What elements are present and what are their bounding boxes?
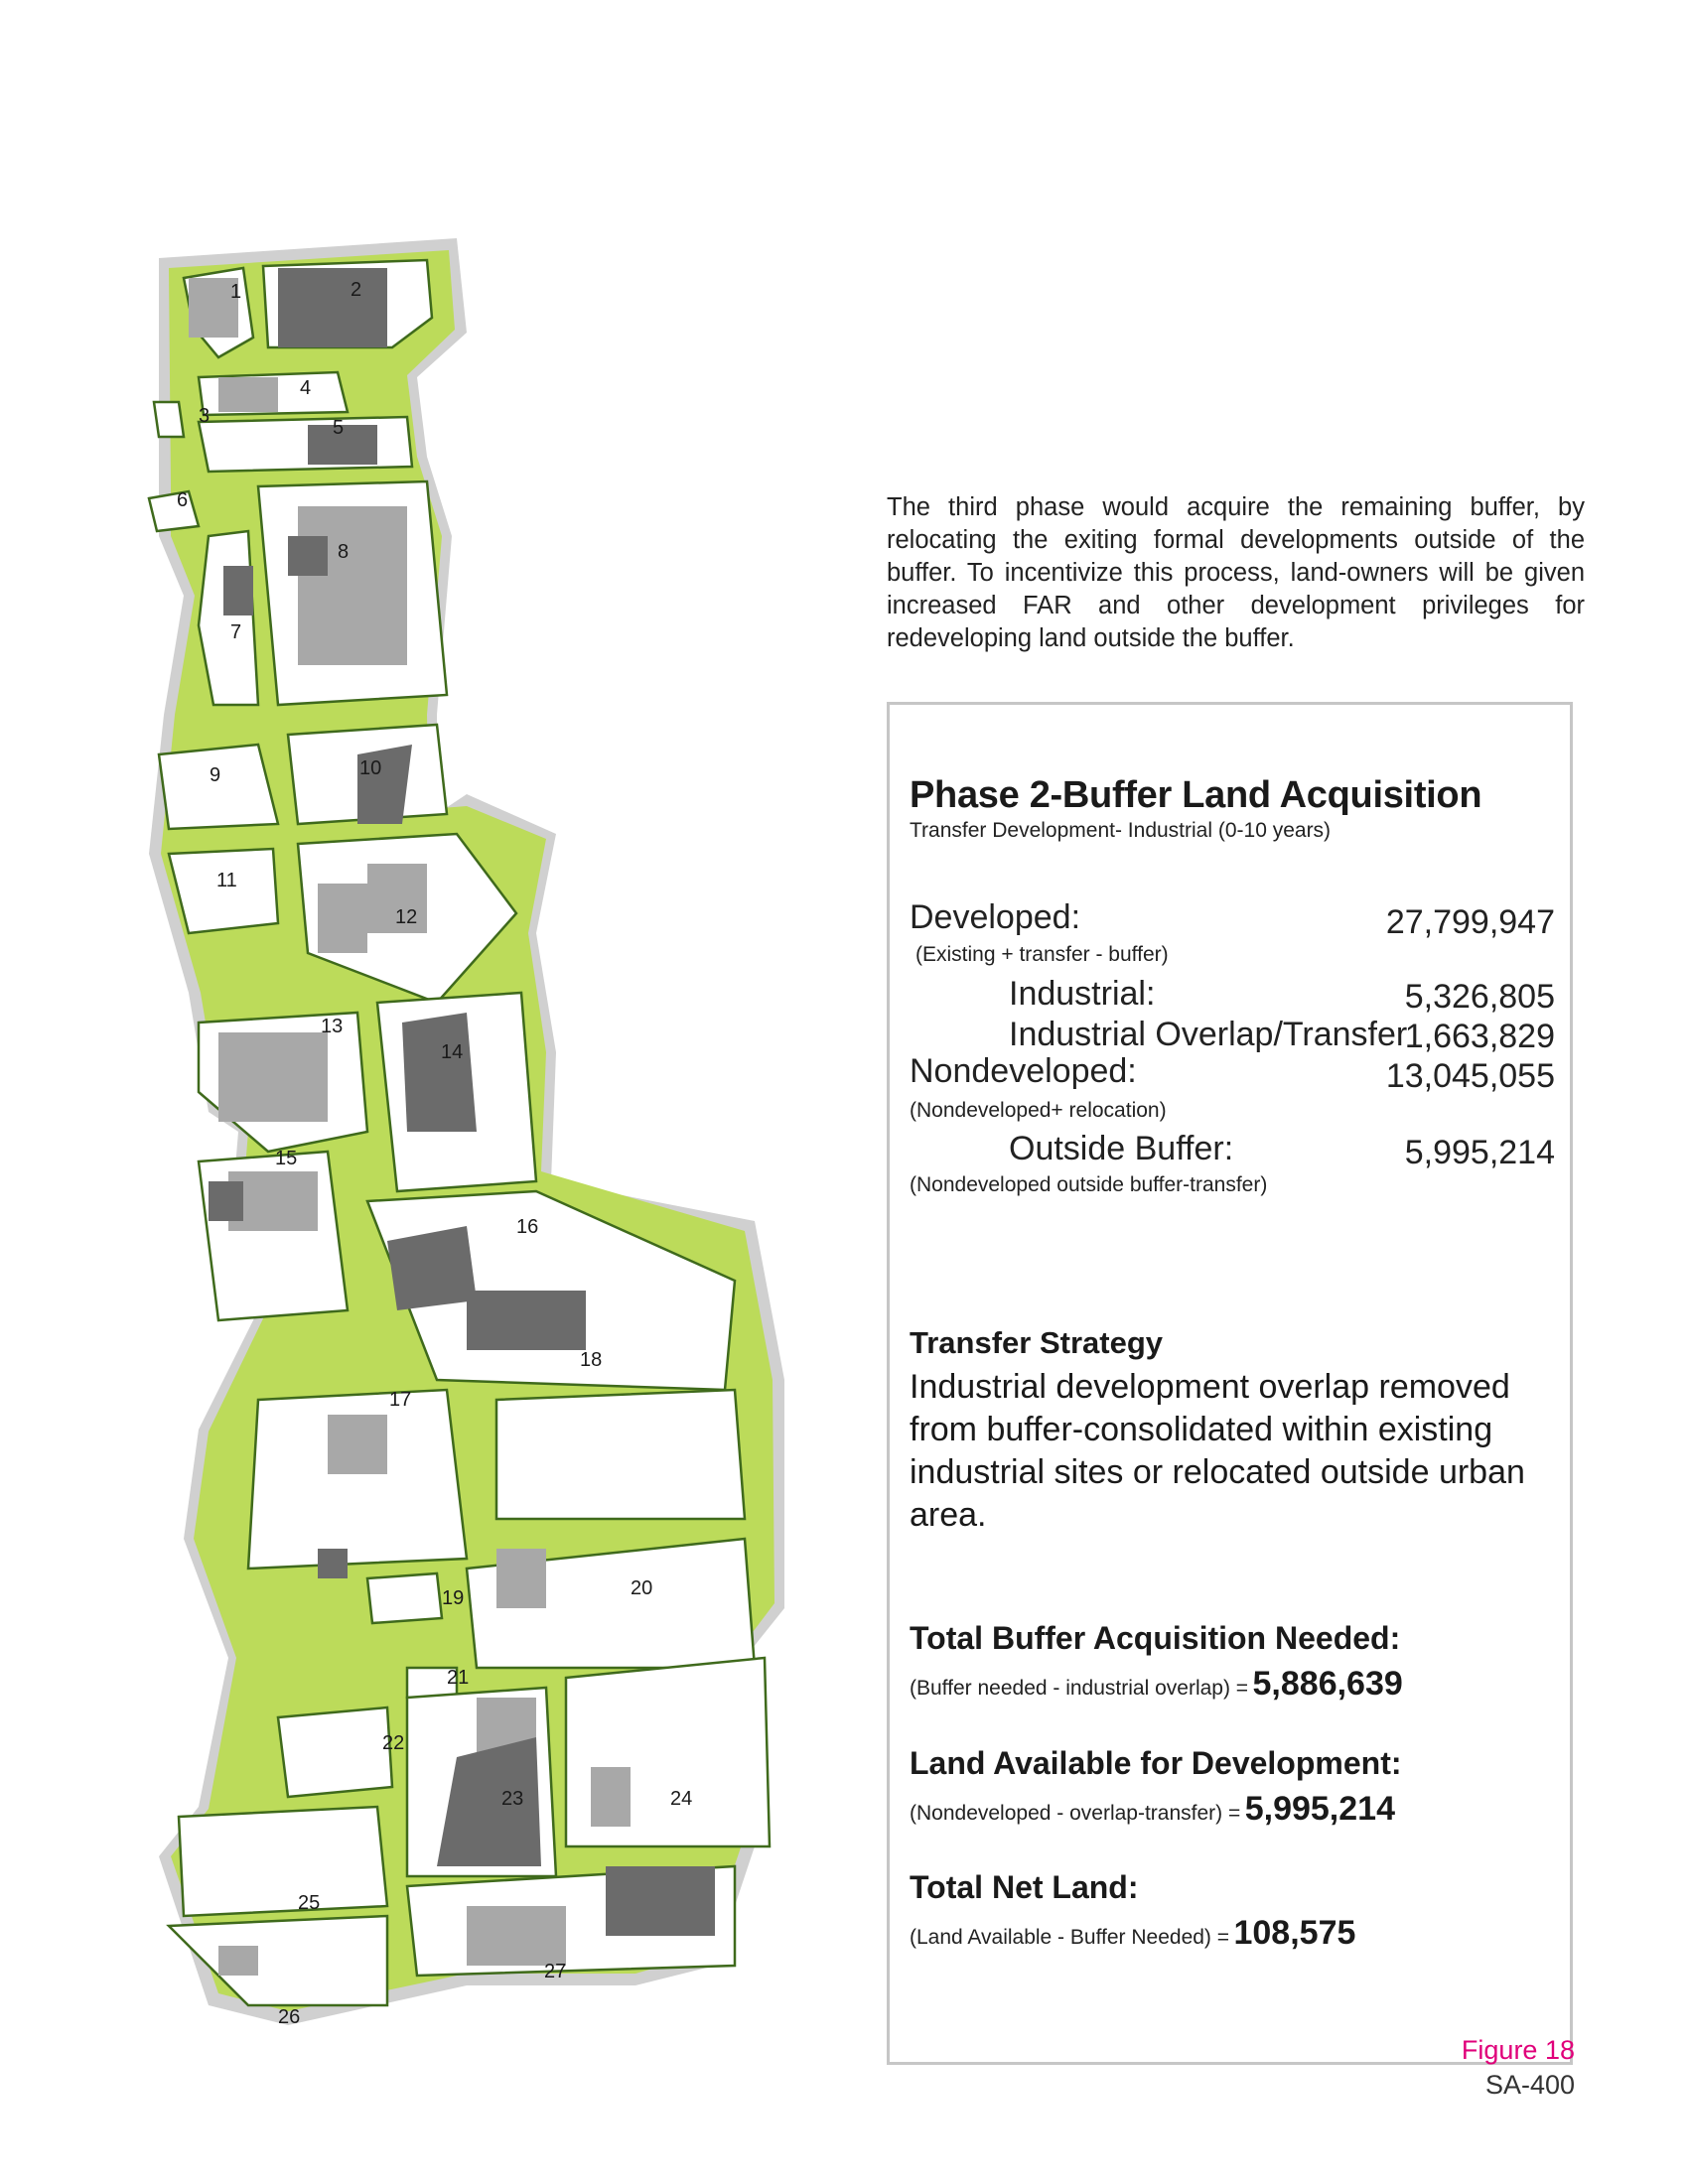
parcel-label: 1 — [230, 281, 242, 303]
developed-dark — [318, 1549, 348, 1578]
intro-paragraph: The third phase would acquire the remaining buffer, by relocating the exiting formal developments outside of the buffer. To incentivize this process, land-owners will be given increased FAR and other development privileges for redeveloping land outside the buffer. — [887, 493, 1585, 652]
panel-subtitle: Transfer Development- Industrial (0-10 years) — [910, 819, 1332, 842]
parcel-label: 25 — [298, 1892, 321, 1914]
parcel-label: 5 — [333, 417, 345, 439]
parcel-label: 24 — [670, 1788, 693, 1810]
land-available-title: Land Available for Development: — [910, 1745, 1402, 1781]
parcel-19 — [367, 1573, 442, 1623]
parcel-label: 7 — [230, 621, 242, 643]
parcel-label: 10 — [359, 757, 382, 779]
nondeveloped-value: 13,045,055 — [1385, 1057, 1555, 1095]
parcel-22 — [278, 1707, 392, 1797]
parcel-5 — [199, 417, 412, 472]
parcel-label: 22 — [382, 1732, 405, 1754]
parcel-label: 11 — [216, 870, 237, 891]
parcel-label: 17 — [389, 1389, 412, 1411]
developed-light — [591, 1767, 631, 1827]
parcel-label: 21 — [447, 1667, 470, 1689]
strategy-body: Industrial development overlap removed from buffer-consolidated within existing industrial sites or relocated outside urban area. — [910, 1368, 1525, 1534]
parcel-9 — [159, 745, 278, 829]
parcel-label: 9 — [210, 764, 221, 786]
developed-light — [218, 377, 278, 412]
developed-light — [298, 506, 407, 665]
parcel-label: 3 — [199, 405, 211, 427]
figure-number: Figure 18 — [1461, 2035, 1575, 2065]
outside-buffer-note: (Nondeveloped outside buffer-transfer) — [910, 1173, 1268, 1196]
developed-dark — [288, 536, 328, 576]
parcel-label: 15 — [275, 1148, 298, 1169]
total-buffer-title: Total Buffer Acquisition Needed: — [910, 1620, 1401, 1656]
developed-value: 27,799,947 — [1385, 903, 1555, 941]
developed-light — [328, 1415, 387, 1474]
total-buffer-row — [910, 1665, 1403, 1704]
developed-dark — [209, 1181, 243, 1221]
developed-light — [467, 1906, 566, 1966]
parcel-label: 26 — [278, 2006, 301, 2028]
net-land-formula: (Land Available - Buffer Needed) = — [910, 1926, 1230, 1949]
land-available-value: 5,995,214 — [1244, 1790, 1395, 1828]
land-available-row — [910, 1790, 1395, 1829]
parcel-label: 27 — [544, 1961, 567, 1982]
net-land-row — [910, 1914, 1355, 1953]
overlap-value: 1,663,829 — [1404, 1018, 1555, 1055]
developed-label: Developed: — [910, 898, 1081, 936]
industrial-label: Industrial: — [1009, 975, 1156, 1013]
outside-buffer-label: Outside Buffer: — [1009, 1130, 1234, 1167]
parcel-label: 19 — [442, 1587, 465, 1609]
parcel-18 — [496, 1390, 745, 1519]
developed-dark — [278, 268, 387, 347]
parcel-6 — [149, 491, 199, 531]
total-buffer-formula: (Buffer needed - industrial overlap) = — [910, 1677, 1249, 1700]
parcel-label: 2 — [351, 279, 362, 301]
sheet-number: SA-400 — [1484, 2070, 1575, 2100]
developed-light — [496, 1549, 546, 1608]
parcel-label: 18 — [580, 1349, 603, 1371]
net-land-value: 108,575 — [1233, 1914, 1356, 1952]
developed-note: (Existing + transfer - buffer) — [915, 943, 1169, 966]
developed-light — [218, 1032, 328, 1122]
parcel-label: 13 — [321, 1016, 344, 1037]
strategy-title: Transfer Strategy — [910, 1325, 1163, 1360]
developed-light — [318, 884, 367, 953]
land-available-formula: (Nondeveloped - overlap-transfer) = — [910, 1802, 1241, 1825]
parcel-label: 14 — [441, 1041, 464, 1063]
outside-buffer-value: 5,995,214 — [1404, 1134, 1555, 1171]
parcel-label: 8 — [338, 541, 350, 563]
parcel-label: 16 — [516, 1216, 539, 1238]
parcel-25 — [179, 1807, 387, 1916]
developed-dark — [606, 1866, 715, 1936]
parcel-map — [139, 238, 794, 2075]
developed-dark — [387, 1226, 477, 1310]
parcel-label: 12 — [395, 906, 418, 928]
parcel-label: 6 — [177, 489, 189, 511]
developed-light — [218, 1946, 258, 1976]
nondeveloped-label: Nondeveloped: — [910, 1052, 1137, 1090]
overlap-label: Industrial Overlap/Transfer — [1009, 1016, 1408, 1053]
parcel-label: 4 — [300, 377, 312, 399]
developed-dark — [467, 1291, 586, 1350]
parcel-7 — [199, 531, 258, 705]
panel-title: Phase 2-Buffer Land Acquisition — [910, 774, 1482, 816]
nondeveloped-note: (Nondeveloped+ relocation) — [910, 1099, 1167, 1122]
developed-dark — [402, 1013, 477, 1132]
parcel-label: 20 — [631, 1577, 653, 1599]
industrial-value: 5,326,805 — [1404, 978, 1555, 1016]
total-buffer-value: 5,886,639 — [1252, 1665, 1403, 1703]
net-land-title: Total Net Land: — [910, 1869, 1139, 1905]
parcel-3 — [154, 402, 184, 437]
developed-dark — [223, 566, 253, 615]
parcel-label: 23 — [501, 1788, 524, 1810]
acquisition-panel — [887, 702, 1573, 2065]
